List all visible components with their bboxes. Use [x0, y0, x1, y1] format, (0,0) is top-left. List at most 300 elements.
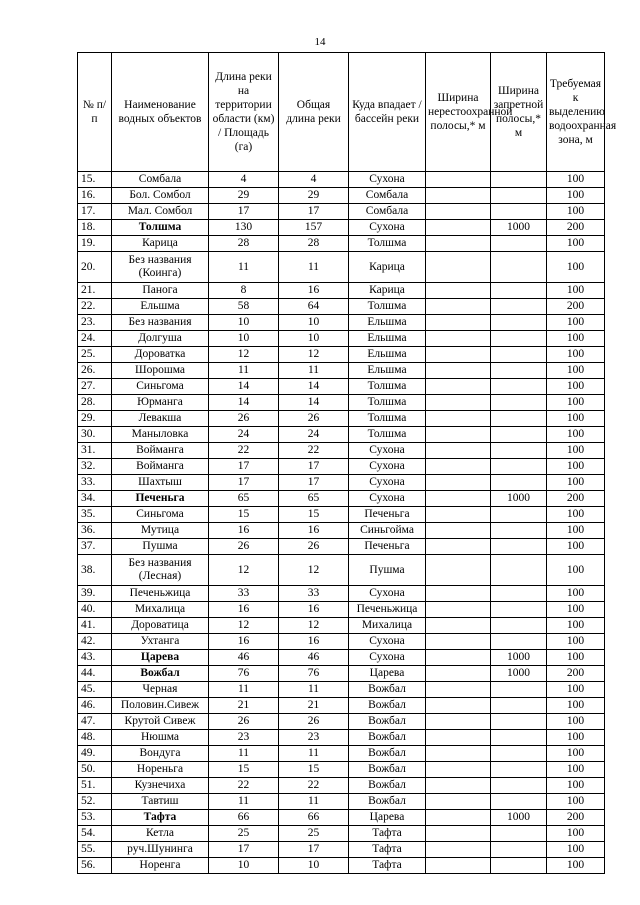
cell-length-region: 12 [209, 347, 279, 363]
cell-flows-into: Печеньга [349, 539, 426, 555]
cell-length-total: 17 [279, 459, 349, 475]
cell-num: 23. [78, 315, 112, 331]
cell-num: 50. [78, 762, 112, 778]
table-row [78, 283, 605, 299]
cell-name: Норeньга [112, 762, 209, 778]
cell-length-total: 65 [279, 491, 349, 507]
cell-length-total: 14 [279, 395, 349, 411]
cell-length-region: 58 [209, 299, 279, 315]
cell-num: 27. [78, 379, 112, 395]
cell-flows-into: Ельшма [349, 315, 426, 331]
cell-length-region: 10 [209, 331, 279, 347]
cell-flows-into: Тафта [349, 842, 426, 858]
cell-width-nonspawn [426, 507, 491, 523]
table-row [78, 331, 605, 347]
cell-width-nonspawn [426, 794, 491, 810]
cell-name: Кетла [112, 826, 209, 842]
cell-length-region: 65 [209, 491, 279, 507]
page-number: 14 [314, 36, 326, 48]
cell-name: Сомбала [112, 172, 209, 188]
cell-zone: 100 [547, 379, 605, 395]
cell-width-forbidden [491, 204, 547, 220]
cell-zone: 100 [547, 634, 605, 650]
cell-num: 56. [78, 858, 112, 874]
header-length-region: Длина реки на территории области (км) / Площадь (га) [209, 53, 279, 172]
cell-width-forbidden [491, 299, 547, 315]
cell-length-total: 16 [279, 602, 349, 618]
cell-num: 29. [78, 411, 112, 427]
cell-width-nonspawn [426, 220, 491, 236]
cell-zone: 100 [547, 746, 605, 762]
cell-length-region: 10 [209, 858, 279, 874]
header-length-total: Общая длина реки [279, 53, 349, 172]
cell-num: 52. [78, 794, 112, 810]
cell-width-nonspawn [426, 315, 491, 331]
cell-width-nonspawn [426, 762, 491, 778]
cell-width-nonspawn [426, 443, 491, 459]
water-bodies-table [77, 52, 617, 874]
cell-width-nonspawn [426, 459, 491, 475]
cell-zone: 100 [547, 778, 605, 794]
cell-width-forbidden [491, 762, 547, 778]
cell-zone: 100 [547, 475, 605, 491]
cell-num: 38. [78, 555, 112, 586]
cell-width-forbidden [491, 172, 547, 188]
table-row [78, 555, 605, 586]
table-row [78, 714, 605, 730]
cell-zone: 100 [547, 204, 605, 220]
cell-name: Без названия [112, 315, 209, 331]
cell-zone: 100 [547, 283, 605, 299]
cell-num: 17. [78, 204, 112, 220]
table-row [78, 299, 605, 315]
cell-width-forbidden [491, 427, 547, 443]
cell-num: 54. [78, 826, 112, 842]
cell-zone: 200 [547, 810, 605, 826]
cell-length-region: 17 [209, 459, 279, 475]
cell-length-region: 23 [209, 730, 279, 746]
table-row [78, 666, 605, 682]
cell-width-forbidden [491, 634, 547, 650]
cell-zone: 100 [547, 602, 605, 618]
cell-flows-into: Карица [349, 283, 426, 299]
cell-flows-into: Сухона [349, 172, 426, 188]
cell-length-total: 11 [279, 682, 349, 698]
cell-flows-into: Вожбал [349, 794, 426, 810]
cell-name: Долгуша [112, 331, 209, 347]
cell-width-nonspawn [426, 188, 491, 204]
cell-num: 41. [78, 618, 112, 634]
cell-length-total: 33 [279, 586, 349, 602]
cell-length-region: 17 [209, 204, 279, 220]
cell-length-region: 10 [209, 315, 279, 331]
cell-num: 43. [78, 650, 112, 666]
cell-length-total: 14 [279, 379, 349, 395]
cell-flows-into: Вожбал [349, 682, 426, 698]
cell-flows-into: Толшма [349, 299, 426, 315]
cell-flows-into: Сомбала [349, 188, 426, 204]
cell-num: 48. [78, 730, 112, 746]
cell-flows-into: Печеньжица [349, 602, 426, 618]
cell-width-nonspawn [426, 283, 491, 299]
cell-num: 33. [78, 475, 112, 491]
table-row [78, 427, 605, 443]
cell-length-region: 76 [209, 666, 279, 682]
cell-width-nonspawn [426, 236, 491, 252]
cell-name: Ельшма [112, 299, 209, 315]
cell-num: 47. [78, 714, 112, 730]
cell-width-forbidden [491, 586, 547, 602]
cell-length-region: 22 [209, 443, 279, 459]
cell-length-total: 12 [279, 347, 349, 363]
cell-length-region: 26 [209, 714, 279, 730]
cell-zone: 100 [547, 395, 605, 411]
cell-zone: 100 [547, 555, 605, 586]
cell-flows-into: Толшма [349, 395, 426, 411]
cell-name: Маныловка [112, 427, 209, 443]
cell-length-region: 4 [209, 172, 279, 188]
cell-length-total: 16 [279, 283, 349, 299]
cell-zone: 200 [547, 299, 605, 315]
cell-num: 55. [78, 842, 112, 858]
cell-num: 49. [78, 746, 112, 762]
cell-flows-into: Сухона [349, 459, 426, 475]
cell-name: Печеньжица [112, 586, 209, 602]
cell-width-forbidden [491, 714, 547, 730]
cell-name: Тавтиш [112, 794, 209, 810]
cell-width-forbidden [491, 539, 547, 555]
cell-zone: 100 [547, 427, 605, 443]
cell-num: 22. [78, 299, 112, 315]
cell-name: Без названия (Коинга) [112, 252, 209, 283]
cell-width-nonspawn [426, 842, 491, 858]
cell-length-total: 15 [279, 762, 349, 778]
cell-name: Воймангa [112, 443, 209, 459]
cell-width-forbidden [491, 826, 547, 842]
cell-zone: 100 [547, 459, 605, 475]
cell-length-total: 28 [279, 236, 349, 252]
cell-num: 18. [78, 220, 112, 236]
cell-name: Половин.Сивеж [112, 698, 209, 714]
cell-zone: 100 [547, 236, 605, 252]
table-row [78, 236, 605, 252]
cell-length-region: 15 [209, 507, 279, 523]
cell-flows-into: Ельшма [349, 363, 426, 379]
cell-num: 26. [78, 363, 112, 379]
cell-name: Юрманга [112, 395, 209, 411]
cell-length-total: 15 [279, 507, 349, 523]
cell-length-region: 29 [209, 188, 279, 204]
cell-width-forbidden [491, 778, 547, 794]
cell-flows-into: Сухона [349, 491, 426, 507]
cell-zone: 100 [547, 714, 605, 730]
cell-width-forbidden [491, 188, 547, 204]
cell-length-region: 25 [209, 826, 279, 842]
cell-zone: 100 [547, 618, 605, 634]
cell-zone: 200 [547, 491, 605, 507]
cell-width-nonspawn [426, 395, 491, 411]
cell-flows-into: Царева [349, 666, 426, 682]
cell-length-total: 66 [279, 810, 349, 826]
cell-length-total: 10 [279, 331, 349, 347]
cell-num: 16. [78, 188, 112, 204]
cell-name: Синьгома [112, 379, 209, 395]
cell-flows-into: Синьгойма [349, 523, 426, 539]
table-row [78, 443, 605, 459]
cell-name: Вондуга [112, 746, 209, 762]
cell-num: 53. [78, 810, 112, 826]
cell-width-forbidden [491, 443, 547, 459]
cell-num: 46. [78, 698, 112, 714]
cell-zone: 200 [547, 220, 605, 236]
cell-length-total: 22 [279, 778, 349, 794]
cell-zone: 100 [547, 172, 605, 188]
cell-name: Без названия (Лесная) [112, 555, 209, 586]
cell-length-region: 130 [209, 220, 279, 236]
cell-num: 36. [78, 523, 112, 539]
cell-width-nonspawn [426, 172, 491, 188]
table-row [78, 826, 605, 842]
cell-name: Нюшма [112, 730, 209, 746]
cell-width-nonspawn [426, 730, 491, 746]
cell-width-nonspawn [426, 523, 491, 539]
cell-width-forbidden: 1000 [491, 810, 547, 826]
cell-name: Кузнечиха [112, 778, 209, 794]
cell-width-forbidden [491, 395, 547, 411]
cell-name: Шорошма [112, 363, 209, 379]
cell-width-nonspawn [426, 810, 491, 826]
cell-length-region: 11 [209, 363, 279, 379]
cell-width-nonspawn [426, 698, 491, 714]
cell-name: Мал. Сомбол [112, 204, 209, 220]
cell-width-nonspawn [426, 778, 491, 794]
table-row [78, 539, 605, 555]
table-row [78, 491, 605, 507]
table-row [78, 730, 605, 746]
cell-length-total: 12 [279, 555, 349, 586]
header-width-nonspawn: Ширина нерестоохранной полосы,* м [426, 53, 491, 172]
cell-name: Тафта [112, 810, 209, 826]
cell-num: 32. [78, 459, 112, 475]
cell-width-forbidden: 1000 [491, 650, 547, 666]
cell-flows-into: Сухона [349, 634, 426, 650]
cell-zone: 100 [547, 794, 605, 810]
cell-num: 19. [78, 236, 112, 252]
table-row [78, 220, 605, 236]
cell-flows-into: Сухона [349, 650, 426, 666]
cell-width-nonspawn [426, 714, 491, 730]
cell-zone: 100 [547, 762, 605, 778]
cell-length-region: 33 [209, 586, 279, 602]
cell-width-forbidden [491, 315, 547, 331]
cell-length-total: 64 [279, 299, 349, 315]
cell-name: Ухтанга [112, 634, 209, 650]
table-row [78, 602, 605, 618]
cell-width-forbidden [491, 236, 547, 252]
cell-width-forbidden [491, 379, 547, 395]
cell-zone: 100 [547, 842, 605, 858]
cell-name: Печеньга [112, 491, 209, 507]
cell-length-region: 26 [209, 411, 279, 427]
cell-name: Толшма [112, 220, 209, 236]
cell-zone: 100 [547, 826, 605, 842]
cell-flows-into: Вожбал [349, 762, 426, 778]
cell-length-total: 22 [279, 443, 349, 459]
table-row [78, 634, 605, 650]
cell-name: Крутой Сивеж [112, 714, 209, 730]
cell-width-nonspawn [426, 411, 491, 427]
table-row [78, 204, 605, 220]
cell-zone: 100 [547, 411, 605, 427]
cell-length-total: 11 [279, 252, 349, 283]
cell-length-total: 26 [279, 714, 349, 730]
cell-name: Михалица [112, 602, 209, 618]
cell-flows-into: Вожбал [349, 746, 426, 762]
cell-flows-into: Царева [349, 810, 426, 826]
table-row [78, 172, 605, 188]
cell-flows-into: Печеньга [349, 507, 426, 523]
cell-num: 24. [78, 331, 112, 347]
cell-width-nonspawn [426, 666, 491, 682]
cell-length-total: 4 [279, 172, 349, 188]
cell-length-region: 14 [209, 379, 279, 395]
cell-flows-into: Толшма [349, 411, 426, 427]
table-row [78, 794, 605, 810]
table-row [78, 523, 605, 539]
cell-name: Дороватка [112, 347, 209, 363]
cell-zone: 100 [547, 315, 605, 331]
cell-num: 20. [78, 252, 112, 283]
cell-length-region: 16 [209, 634, 279, 650]
cell-flows-into: Вожбал [349, 714, 426, 730]
cell-width-nonspawn [426, 618, 491, 634]
cell-length-total: 26 [279, 539, 349, 555]
cell-width-forbidden [491, 618, 547, 634]
cell-width-nonspawn [426, 363, 491, 379]
cell-length-region: 16 [209, 602, 279, 618]
cell-width-forbidden [491, 347, 547, 363]
cell-zone: 100 [547, 730, 605, 746]
cell-width-forbidden [491, 363, 547, 379]
header-flows-into: Куда впадает / бассейн реки [349, 53, 426, 172]
cell-flows-into: Карица [349, 252, 426, 283]
cell-zone: 200 [547, 666, 605, 682]
cell-length-total: 11 [279, 363, 349, 379]
cell-zone: 100 [547, 347, 605, 363]
cell-name: Дороватица [112, 618, 209, 634]
cell-length-total: 17 [279, 475, 349, 491]
cell-length-total: 10 [279, 315, 349, 331]
cell-flows-into: Ельшма [349, 347, 426, 363]
cell-length-total: 46 [279, 650, 349, 666]
cell-num: 51. [78, 778, 112, 794]
cell-flows-into: Толшма [349, 379, 426, 395]
cell-width-forbidden: 1000 [491, 491, 547, 507]
cell-length-total: 21 [279, 698, 349, 714]
cell-width-nonspawn [426, 347, 491, 363]
table-row [78, 650, 605, 666]
cell-num: 44. [78, 666, 112, 682]
cell-zone: 100 [547, 188, 605, 204]
table-row [78, 842, 605, 858]
cell-width-forbidden [491, 842, 547, 858]
cell-length-region: 11 [209, 794, 279, 810]
cell-length-region: 22 [209, 778, 279, 794]
cell-length-region: 15 [209, 762, 279, 778]
cell-flows-into: Вожбал [349, 698, 426, 714]
cell-zone: 100 [547, 858, 605, 874]
cell-length-total: 11 [279, 746, 349, 762]
cell-num: 21. [78, 283, 112, 299]
cell-length-total: 24 [279, 427, 349, 443]
cell-width-forbidden: 1000 [491, 666, 547, 682]
cell-width-nonspawn [426, 602, 491, 618]
cell-length-total: 25 [279, 826, 349, 842]
table-row [78, 363, 605, 379]
header-num: № п/п [78, 53, 112, 172]
cell-zone: 100 [547, 523, 605, 539]
cell-num: 35. [78, 507, 112, 523]
cell-width-nonspawn [426, 555, 491, 586]
cell-width-nonspawn [426, 491, 491, 507]
header-name: Наименование водных объектов [112, 53, 209, 172]
cell-length-region: 46 [209, 650, 279, 666]
cell-width-forbidden [491, 730, 547, 746]
cell-length-total: 29 [279, 188, 349, 204]
table-row [78, 858, 605, 874]
cell-zone: 100 [547, 682, 605, 698]
cell-flows-into: Пушма [349, 555, 426, 586]
cell-width-nonspawn [426, 634, 491, 650]
cell-length-region: 17 [209, 842, 279, 858]
cell-name: Царева [112, 650, 209, 666]
cell-flows-into: Тафта [349, 826, 426, 842]
cell-length-region: 16 [209, 523, 279, 539]
cell-length-region: 11 [209, 746, 279, 762]
cell-zone: 100 [547, 507, 605, 523]
cell-length-region: 28 [209, 236, 279, 252]
cell-num: 42. [78, 634, 112, 650]
cell-name: Панога [112, 283, 209, 299]
table-row [78, 698, 605, 714]
cell-length-total: 10 [279, 858, 349, 874]
cell-width-nonspawn [426, 539, 491, 555]
cell-width-nonspawn [426, 204, 491, 220]
cell-length-total: 16 [279, 634, 349, 650]
cell-num: 34. [78, 491, 112, 507]
table-row [78, 475, 605, 491]
cell-width-nonspawn [426, 299, 491, 315]
cell-length-region: 12 [209, 618, 279, 634]
cell-flows-into: Толшма [349, 427, 426, 443]
cell-length-total: 17 [279, 842, 349, 858]
cell-name: Норенга [112, 858, 209, 874]
cell-length-total: 12 [279, 618, 349, 634]
cell-width-nonspawn [426, 427, 491, 443]
table-row [78, 682, 605, 698]
cell-flows-into: Сухона [349, 443, 426, 459]
cell-length-region: 24 [209, 427, 279, 443]
table-row [78, 746, 605, 762]
cell-width-forbidden [491, 283, 547, 299]
cell-length-total: 23 [279, 730, 349, 746]
cell-length-total: 16 [279, 523, 349, 539]
cell-flows-into: Тафта [349, 858, 426, 874]
cell-name: Левакша [112, 411, 209, 427]
cell-width-nonspawn [426, 475, 491, 491]
cell-width-forbidden [491, 252, 547, 283]
table-row [78, 778, 605, 794]
